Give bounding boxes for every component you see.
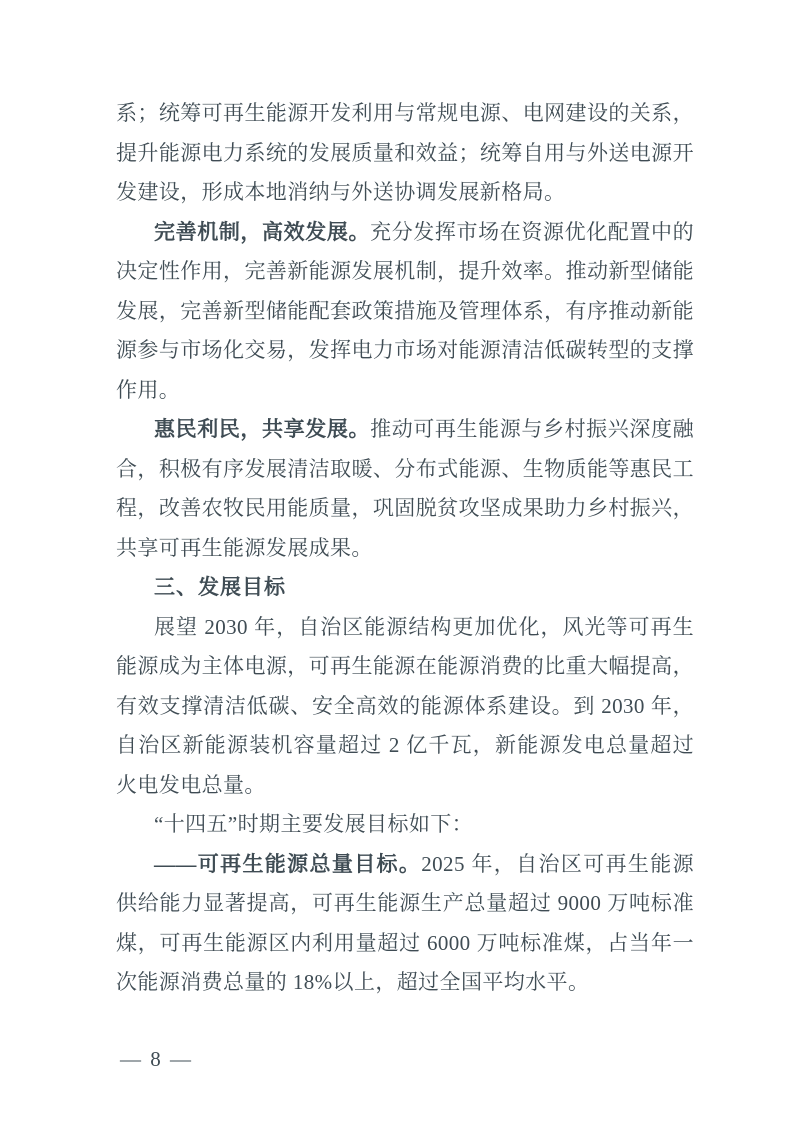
- paragraph: [116, 845, 694, 1003]
- paragraph: [116, 410, 694, 568]
- paragraph-lead: 完善机制，高效发展。: [154, 219, 371, 244]
- paragraph: [116, 805, 694, 845]
- paragraph-lead: ——可再生能源总量目标。: [154, 851, 422, 876]
- paragraph-text: 充分发挥市场在资源优化配置中的决定性作用，完善新能源发展机制，提升效率。推动新型储能发展，完善新型储能配套政策措施及管理体系，有序推动新能源参与市场化交易，发挥电力市场对能源清洁低碳转型的支撑作用。: [116, 219, 695, 402]
- section-heading: [116, 568, 694, 608]
- paragraph: [116, 94, 694, 213]
- paragraph-text: “十四五”时期主要发展目标如下：: [154, 812, 474, 836]
- paragraph: [116, 608, 694, 806]
- paragraph: [116, 213, 694, 411]
- document-body: [116, 94, 694, 1003]
- paragraph-text: 2025 年，自治区可再生能源供给能力显著提高，可再生能源生产总量超过 9000 万吨标准煤，可再生能源区内利用量超过 6000 万吨标准煤，占当年一次能源消费总量的 18%以上，超过全国平均水平。: [116, 851, 694, 994]
- page-number: — 8 —: [120, 1047, 193, 1071]
- paragraph-text: 系；统筹可再生能源开发利用与常规电源、电网建设的关系，提升能源电力系统的发展质量和效益；统筹自用与外送电源开发建设，形成本地消纳与外送协调发展新格局。: [116, 101, 694, 204]
- paragraph-text: 展望 2030 年，自治区能源结构更加优化，风光等可再生能源成为主体电源，可再生能源在能源消费的比重大幅提高，有效支撑清洁低碳、安全高效的能源体系建设。到 2030 年，自治区新能源装机容量超过 2 亿千瓦，新能源发电总量超过火电发电总量。: [116, 614, 694, 797]
- paragraph-lead: 惠民利民，共享发展。: [154, 417, 371, 441]
- section-heading-text: 三、发展目标: [154, 575, 286, 599]
- paragraph-text: 推动可再生能源与乡村振兴深度融合，积极有序发展清洁取暖、分布式能源、生物质能等惠民工程，改善农牧民用能质量，巩固脱贫攻坚成果助力乡村振兴，共享可再生能源发展成果。: [116, 417, 695, 560]
